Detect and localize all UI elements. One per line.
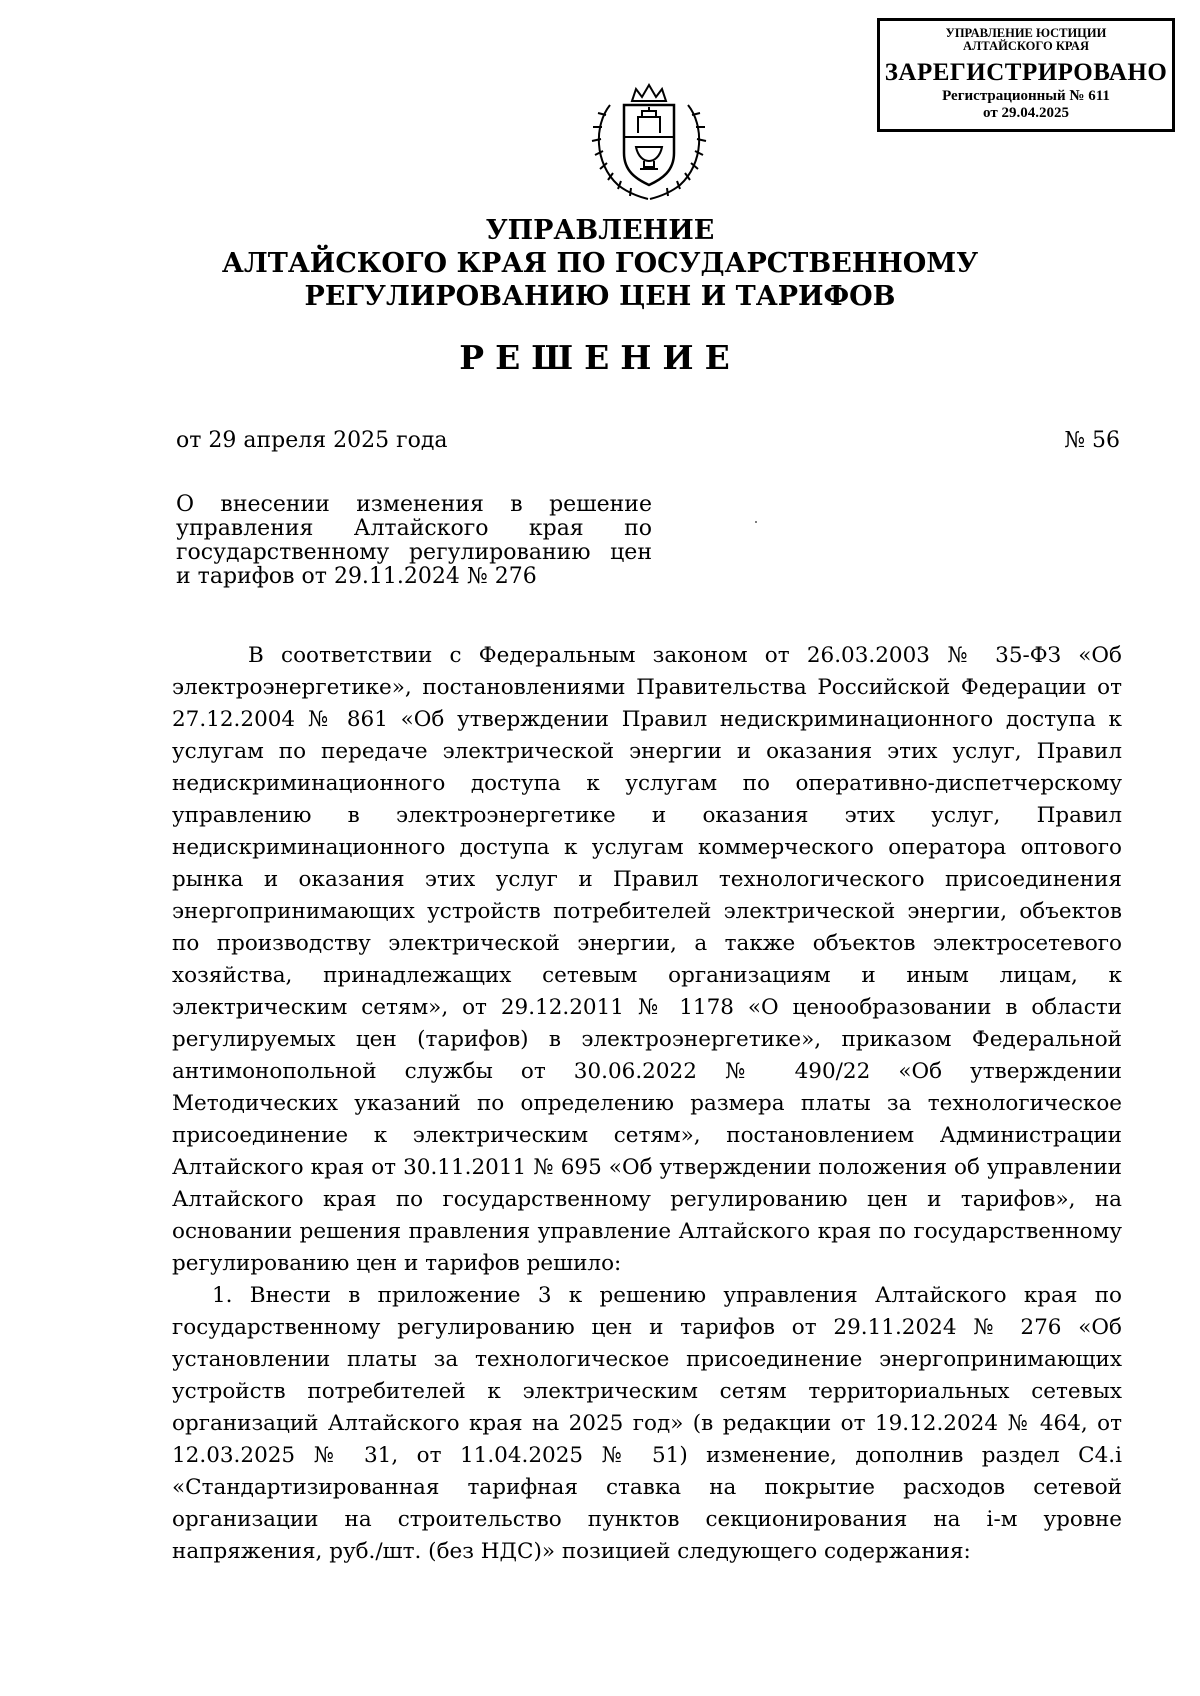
stamp-org-line1: УПРАВЛЕНИЕ ЮСТИЦИИ <box>945 26 1107 40</box>
registration-stamp <box>877 18 1175 132</box>
stamp-reg-number: Регистрационный № 611 <box>942 88 1110 104</box>
decision-item-1: 1. Внести в приложение 3 к решению управления Алтайского края по государственному регулированию цен и тарифов от 29.11.2024 № 276 «Об установлении платы за технологическое присоединение энергопринимающих устройств потребителей к электрическим сетям территориальных сетевых организаций Алтайского края на 2025 год» (в редакции от 19.12.2024 № 464, от 12.03.2025 № 31, от 11.04.2025 № 51) изменение, дополнив раздел С4.i «Стандартизированная тарифная ставка на покрытие расходов сетевой организации на строительство пунктов секционирования на i-м уровне напряжения, руб./шт. (без НДС)» позицией следующего содержания: <box>172 1283 1122 1564</box>
preamble-paragraph: В соответствии с Федеральным законом от 26.03.2003 № 35-ФЗ «Об электроэнергетике», постановлениями Правительства Российской Федерации от 27.12.2004 № 861 «Об утверждении Правил недискриминационного доступа к услугам по передаче электрической энергии и оказания этих услуг, Правил недискриминационного доступа к услугам по оперативно-диспетчерскому управлению в электроэнергетике и оказания этих услуг, Правил недискриминационного доступа к услугам коммерческого оператора оптового рынка и оказания этих услуг и Правил технологического присоединения энергопринимающих устройств потребителей электрической энергии, объектов по производству электрической энергии, а также объектов электросетевого хозяйства, принадлежащих сетевым организациям и иным лицам, к электрическим сетям», от 29.12.2011 № 1178 «О ценообразовании в области регулируемых цен (тарифов) в электроэнергетике», приказом Федеральной антимонопольной службы от 30.06.2022 № 490/22 «Об утверждении Методических указаний по определению размера платы за технологическое присоединение к электрическим сетям», постановлением Администрации Алтайского края от 30.11.2011 № 695 «Об утверждении положения об управлении Алтайского края по государственному регулированию цен и тарифов», на основании решения правления управление Алтайского края по государственному регулированию цен и тарифов решило: <box>172 643 1122 1276</box>
scan-speck <box>755 521 757 523</box>
document-title: РЕШЕНИЕ <box>459 338 741 377</box>
document-date: от 29 апреля 2025 года <box>176 428 448 453</box>
document-number: № 56 <box>1064 428 1120 453</box>
authority-line2: АЛТАЙСКОГО КРАЯ ПО ГОСУДАРСТВЕННОМУ <box>221 248 979 279</box>
subject-line1: О внесении изменения в решение <box>176 492 652 517</box>
authority-line1: УПРАВЛЕНИЕ <box>485 215 715 246</box>
coat-of-arms-emblem <box>588 75 710 203</box>
document-body <box>172 640 1122 1568</box>
authority-name <box>0 214 1200 313</box>
stamp-status: ЗАРЕГИСТРИРОВАНО <box>884 59 1168 86</box>
stamp-reg-date: от 29.04.2025 <box>983 105 1069 121</box>
document-subject <box>176 493 652 589</box>
subject-line4: и тарифов от 29.11.2024 № 276 <box>176 564 537 589</box>
authority-line3: РЕГУЛИРОВАНИЮ ЦЕН И ТАРИФОВ <box>304 281 896 312</box>
stamp-org-line2: АЛТАЙСКОГО КРАЯ <box>963 39 1089 53</box>
subject-line2: управления Алтайского края по <box>176 516 652 541</box>
subject-line3: государственному регулированию цен <box>176 540 652 565</box>
